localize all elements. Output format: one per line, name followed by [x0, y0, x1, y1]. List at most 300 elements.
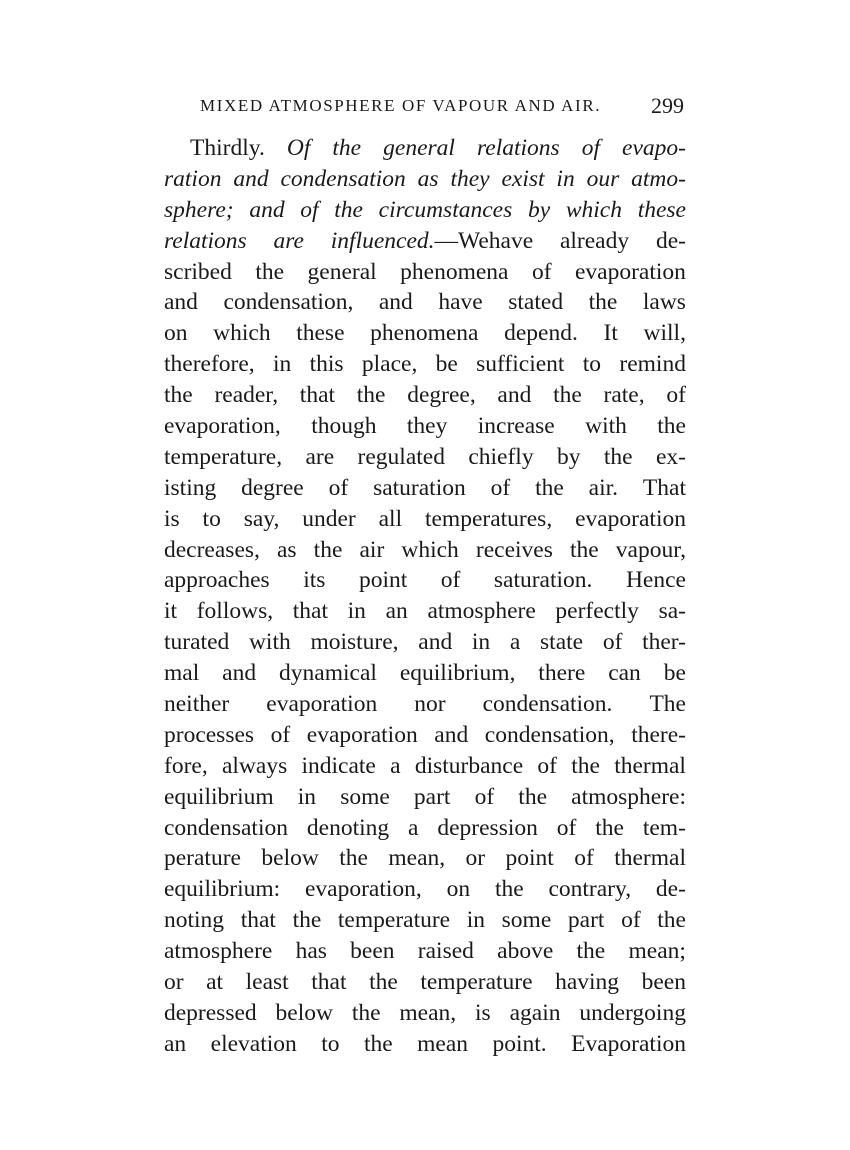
word-part: depend. — [504, 320, 578, 347]
word — [418, 627, 452, 658]
word-part: that — [311, 969, 347, 996]
word — [589, 287, 618, 318]
word-part: the — [603, 443, 633, 470]
word-part: the — [657, 907, 686, 934]
word-part: an — [164, 1030, 187, 1057]
word-part: there — [538, 660, 586, 687]
text-line — [164, 195, 686, 226]
word — [571, 1029, 686, 1060]
word — [492, 1029, 546, 1060]
word — [329, 473, 349, 504]
word-part: point — [358, 567, 408, 594]
word-part: dynamical — [279, 660, 377, 687]
italic-word: evapo- — [622, 135, 686, 161]
word — [436, 349, 458, 380]
word — [604, 380, 645, 411]
word — [164, 1029, 186, 1060]
word-part: and — [434, 721, 469, 748]
word-part: part — [567, 907, 605, 934]
word — [273, 349, 291, 380]
word-part: to — [202, 505, 221, 532]
word — [418, 936, 474, 967]
word — [388, 843, 445, 874]
word — [352, 998, 381, 1029]
word-part: evaporation — [266, 691, 378, 718]
word-part: follows, — [196, 598, 274, 625]
word-part: —We — [434, 227, 489, 254]
word-part: temperatures, — [424, 505, 553, 532]
word-part: Thirdly. — [190, 135, 265, 161]
italic-word: our — [586, 165, 620, 192]
word — [334, 195, 363, 226]
italic-word: these — [637, 196, 686, 223]
word-part: laws — [642, 289, 686, 316]
word-part: perature — [164, 845, 241, 872]
word-part: equilibrium, — [399, 660, 516, 687]
word-part: decreases, — [164, 536, 260, 563]
word-part: elevation — [210, 1030, 297, 1057]
word — [164, 411, 281, 442]
word-part: of — [666, 382, 686, 409]
word — [483, 689, 613, 720]
word-part: again — [509, 999, 561, 1026]
word-part: undergoing — [579, 999, 686, 1026]
word — [164, 565, 270, 596]
text-line — [164, 936, 686, 967]
word — [308, 257, 377, 288]
word-part: having — [555, 969, 620, 996]
text-line — [164, 627, 686, 658]
word — [296, 318, 344, 349]
word — [266, 689, 377, 720]
word-part: thermal — [614, 845, 686, 872]
word — [164, 257, 232, 288]
word — [571, 782, 686, 813]
word — [437, 813, 538, 844]
word — [223, 287, 353, 318]
word — [249, 195, 284, 226]
text-line — [164, 318, 686, 349]
word — [631, 720, 686, 751]
word — [472, 627, 490, 658]
word — [506, 843, 554, 874]
word — [213, 318, 270, 349]
word-part: the — [363, 1030, 393, 1057]
word — [298, 782, 316, 813]
word — [350, 936, 394, 967]
word-part: by — [556, 443, 581, 470]
word — [311, 411, 376, 442]
word-part: they — [406, 413, 448, 440]
word — [279, 658, 377, 689]
word-part: has — [295, 938, 327, 965]
word-part: of — [531, 258, 552, 285]
word-part: a — [408, 814, 419, 841]
word-part: sa- — [658, 598, 686, 625]
word — [528, 195, 550, 226]
italic-word: of — [300, 196, 319, 223]
word — [233, 164, 268, 195]
word-part: the — [553, 382, 582, 409]
word-part: de- — [655, 876, 686, 903]
word — [307, 813, 389, 844]
text-line — [164, 905, 686, 936]
word-part: the — [351, 999, 381, 1026]
word — [400, 658, 516, 689]
italic-word: ration — [164, 165, 222, 192]
word — [441, 565, 461, 596]
word — [241, 905, 276, 936]
word-part: under — [302, 505, 356, 532]
word — [643, 473, 686, 504]
word — [556, 164, 574, 195]
word-part: these — [296, 320, 345, 347]
word — [666, 380, 686, 411]
word-part: mal — [164, 660, 200, 687]
word — [261, 843, 318, 874]
word — [418, 164, 439, 195]
word-part: on — [446, 876, 471, 903]
word-part: be — [663, 660, 686, 687]
running-head — [200, 93, 684, 123]
word — [659, 596, 686, 627]
word — [241, 473, 304, 504]
word-part: least — [245, 969, 289, 996]
word-part: temperature, — [164, 443, 283, 470]
word-part: temperature — [420, 969, 533, 996]
word — [664, 658, 686, 689]
word-part: always — [221, 752, 288, 779]
word-part: regulated — [357, 443, 445, 470]
word — [643, 287, 686, 318]
word-part: condensation — [164, 814, 288, 841]
word — [300, 195, 318, 226]
text-line — [164, 257, 686, 288]
text-line — [164, 473, 686, 504]
page-number: 299 — [651, 93, 684, 118]
word-part: the — [255, 258, 285, 285]
word-part: a — [390, 752, 401, 779]
word-part: saturation — [373, 474, 466, 501]
word-part: phenomena — [370, 320, 479, 347]
word-part: condensation. — [482, 691, 613, 718]
word — [501, 164, 544, 195]
word — [164, 905, 224, 936]
italic-word: Of — [286, 135, 311, 161]
word — [656, 226, 686, 257]
word — [495, 874, 524, 905]
word-part: mean, — [399, 999, 457, 1026]
italic-word: influenced. — [330, 227, 435, 254]
word-part: depressed — [164, 999, 257, 1026]
word — [303, 565, 325, 596]
word — [211, 1029, 297, 1060]
text-line — [164, 133, 686, 164]
word-part: in — [297, 783, 317, 810]
word-part: there- — [631, 721, 686, 748]
word-part: atmosphere — [427, 598, 536, 625]
word — [626, 565, 686, 596]
word — [557, 813, 577, 844]
word-part: the — [588, 289, 618, 316]
word — [246, 967, 289, 998]
word-part: or — [164, 969, 184, 996]
word — [603, 627, 623, 658]
word — [407, 380, 476, 411]
word — [510, 627, 520, 658]
word — [255, 257, 284, 288]
word-part: saturation. — [493, 567, 593, 594]
word-part: The — [649, 691, 686, 718]
text-line — [164, 504, 686, 535]
word-part: evaporation — [575, 505, 686, 532]
word — [415, 751, 523, 782]
word-part: that — [292, 598, 328, 625]
word — [400, 257, 508, 288]
word — [510, 998, 561, 1029]
word-part: of — [474, 783, 495, 810]
word — [276, 998, 333, 1029]
word — [621, 905, 641, 936]
word — [467, 905, 485, 936]
word — [614, 843, 686, 874]
word — [399, 998, 456, 1029]
word-part: stated — [508, 289, 564, 316]
word — [164, 627, 229, 658]
word-part: on — [164, 320, 188, 347]
word-part: can — [608, 660, 641, 687]
word — [622, 133, 686, 164]
word — [450, 164, 489, 195]
word-part: of — [270, 721, 291, 748]
word — [475, 998, 491, 1029]
word-part: is — [164, 505, 180, 532]
word-part: degree, — [407, 382, 476, 409]
word — [164, 287, 198, 318]
word — [305, 442, 334, 473]
word-part: point. — [492, 1030, 547, 1057]
word — [296, 936, 327, 967]
text-line — [164, 689, 686, 720]
word — [164, 504, 180, 535]
word-part: with — [585, 413, 627, 440]
word-part: vapour, — [615, 536, 686, 563]
word-part: the — [518, 783, 548, 810]
word-part: sufficient — [476, 351, 565, 378]
word — [359, 535, 384, 566]
text-line — [164, 287, 686, 318]
italic-word: circumstances — [378, 196, 513, 223]
word — [566, 195, 622, 226]
word-part: therefore, — [164, 351, 255, 378]
word-part: ex- — [655, 443, 686, 470]
text-line — [164, 164, 686, 195]
word — [491, 473, 511, 504]
word — [629, 936, 686, 967]
word-part: in — [471, 629, 491, 656]
word-part: condensation, — [484, 721, 615, 748]
word — [164, 380, 193, 411]
word-part: temperature — [337, 907, 451, 934]
word-part: thermal — [614, 752, 686, 779]
word-part: mean; — [628, 938, 686, 965]
word-part: evaporation, — [164, 413, 281, 440]
word-part: neither — [164, 691, 230, 718]
word — [164, 442, 282, 473]
word-part: which — [213, 320, 271, 347]
word — [164, 164, 221, 195]
word — [642, 967, 686, 998]
word — [657, 905, 686, 936]
word — [197, 596, 273, 627]
italic-word: relations — [476, 135, 560, 161]
word — [642, 627, 686, 658]
word — [362, 349, 417, 380]
word — [164, 195, 234, 226]
word-part: and — [164, 289, 198, 316]
word — [164, 843, 241, 874]
word-part: disturbance — [414, 752, 524, 779]
word-part: the — [339, 845, 368, 872]
word — [222, 658, 256, 689]
word — [164, 349, 255, 380]
word-part: of — [602, 629, 623, 656]
word — [369, 967, 398, 998]
word — [164, 596, 177, 627]
word-part: that — [299, 382, 336, 409]
word — [164, 782, 274, 813]
text-line — [164, 596, 686, 627]
word — [164, 967, 184, 998]
word — [280, 164, 405, 195]
word-part: below — [275, 999, 333, 1026]
italic-word: of — [581, 135, 600, 161]
italic-word: which — [565, 196, 622, 223]
word-part: in — [466, 907, 486, 934]
word — [518, 782, 547, 813]
word-part: contrary, — [548, 876, 632, 903]
word — [359, 565, 407, 596]
word-part: of — [440, 567, 461, 594]
word — [338, 905, 450, 936]
word-part: and — [378, 289, 413, 316]
word — [582, 133, 600, 164]
text-line — [164, 411, 686, 442]
word — [560, 226, 629, 257]
word-part: the — [313, 536, 343, 563]
word-part: of — [621, 907, 641, 934]
word-part: the — [369, 969, 398, 996]
text-line — [164, 1029, 686, 1060]
word — [390, 751, 400, 782]
word — [434, 720, 468, 751]
word-part: tem- — [642, 814, 686, 841]
word — [425, 504, 552, 535]
word-part: that — [240, 907, 276, 934]
word — [293, 905, 322, 936]
word — [494, 565, 593, 596]
body-text — [164, 133, 686, 1060]
word — [644, 318, 686, 349]
word-part: equilibrium: — [164, 876, 281, 903]
word-part: noting — [164, 907, 225, 934]
word-part: increase — [477, 413, 555, 440]
italic-word: as — [417, 165, 439, 192]
word-part: Evaporation — [571, 1030, 686, 1057]
word-part: point — [505, 845, 554, 872]
word — [164, 535, 260, 566]
word-part: scribed — [164, 258, 232, 285]
italic-word: the — [332, 135, 362, 161]
word-part: the — [569, 536, 599, 563]
word-part: turated — [164, 629, 230, 656]
word — [589, 473, 618, 504]
word — [608, 658, 641, 689]
word — [575, 257, 686, 288]
word — [164, 689, 229, 720]
word-part: all — [378, 505, 403, 532]
word — [532, 257, 552, 288]
word — [331, 226, 533, 257]
word — [407, 411, 447, 442]
word-part: remind — [619, 351, 686, 378]
word-part: to — [582, 351, 602, 378]
word — [535, 473, 564, 504]
word-part: the — [164, 382, 193, 409]
word — [408, 813, 418, 844]
word — [575, 504, 686, 535]
text-line — [164, 998, 686, 1029]
word-part: chiefly — [468, 443, 534, 470]
word — [508, 287, 563, 318]
word-part: the — [576, 938, 606, 965]
word-part: of — [490, 474, 511, 501]
word-part: moisture, — [310, 629, 399, 656]
word — [604, 318, 618, 349]
word — [164, 813, 288, 844]
word-part: of — [556, 814, 577, 841]
word — [310, 627, 398, 658]
word-part: it — [164, 598, 178, 625]
word — [214, 380, 278, 411]
text-line — [164, 380, 686, 411]
word-part: condensation, — [223, 289, 354, 316]
word-part: air — [359, 536, 385, 563]
word — [574, 843, 594, 874]
word — [164, 473, 216, 504]
word — [222, 751, 287, 782]
text-line — [164, 658, 686, 689]
word — [274, 226, 304, 257]
word — [164, 751, 208, 782]
word-part: which — [401, 536, 459, 563]
word — [401, 535, 458, 566]
italic-word: general — [383, 135, 455, 161]
word-part: Hence — [625, 567, 686, 594]
word-part: already — [559, 227, 630, 254]
word-part: processes — [164, 721, 255, 748]
word — [305, 874, 422, 905]
word — [466, 843, 486, 874]
word — [604, 442, 633, 473]
word — [249, 627, 291, 658]
word-part: an — [385, 598, 408, 625]
word — [300, 380, 335, 411]
word — [310, 349, 344, 380]
word — [414, 689, 445, 720]
word-part: atmosphere — [164, 938, 273, 965]
word-part: That — [642, 474, 686, 501]
